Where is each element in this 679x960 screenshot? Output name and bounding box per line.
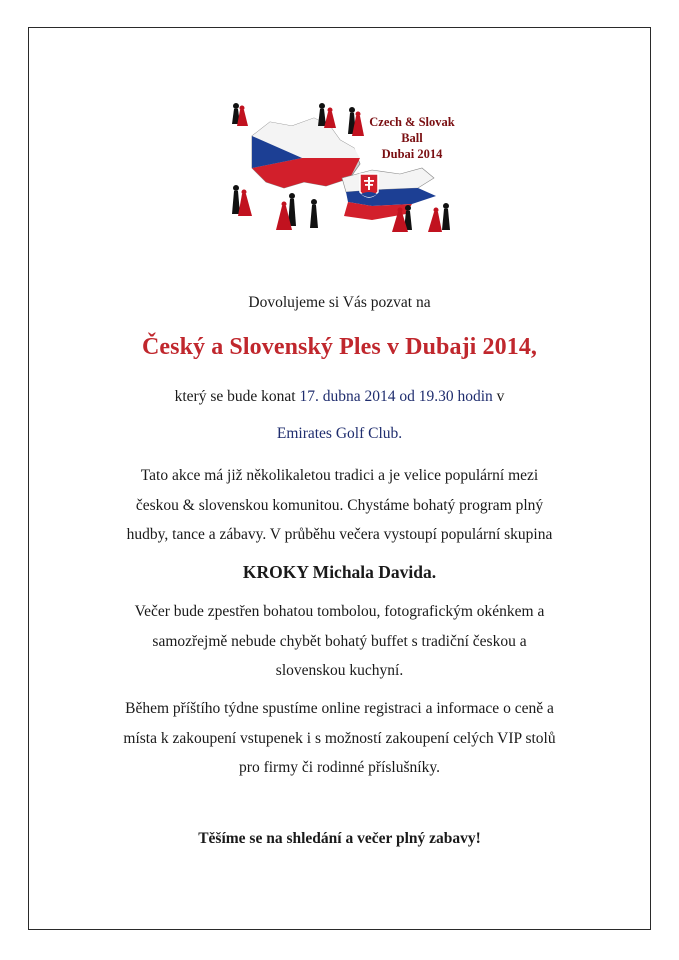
when-suffix: v bbox=[492, 388, 505, 405]
slovak-coat-of-arms bbox=[360, 174, 378, 197]
band-name: KROKY Michala Davida. bbox=[242, 562, 437, 582]
event-title: Český a Slovenský Ples v Dubaji 2014, bbox=[141, 334, 538, 360]
paragraph-tradition bbox=[60, 461, 619, 550]
event-venue: Emirates Golf Club. bbox=[276, 425, 403, 442]
when-prefix: který se bude konat bbox=[174, 388, 300, 405]
closing-text: Těšíme se na shledání a večer plný zabavy! bbox=[198, 830, 481, 847]
event-date-time: 17. dubna 2014 od 19.30 hodin bbox=[299, 388, 493, 405]
paragraph-line: českou & slovenskou komunitou. Chystáme bohatý program plný bbox=[135, 496, 544, 514]
paragraph-line: samozřejmě nebude chybět bohatý buffet s tradiční českou a bbox=[152, 632, 527, 650]
slovakia-flag-white bbox=[342, 168, 434, 192]
paragraph-registration bbox=[60, 694, 619, 783]
intro-text: Dovolujeme si Vás pozvat na bbox=[248, 294, 431, 311]
paragraph-line: místa k zakoupení vstupenek i s možností zakoupení celých VIP stolů bbox=[123, 729, 556, 747]
paragraph-line: Večer bude zpestřen bohatou tombolou, fotografickým okénkem a bbox=[134, 603, 545, 620]
logo-text-line3: Dubai 2014 bbox=[381, 147, 443, 161]
paragraph-line: Tato akce má již několikaletou tradici a je velice populární mezi bbox=[140, 467, 539, 484]
logo-text-line2: Ball bbox=[401, 131, 423, 145]
paragraph-program bbox=[60, 597, 619, 686]
event-when bbox=[28, 388, 651, 406]
ball-logo bbox=[222, 96, 460, 238]
paragraph-line: hudby, tance a zábavy. V průběhu večera vystoupí populární skupina bbox=[126, 526, 553, 543]
paragraph-line: slovenskou kuchyní. bbox=[275, 662, 404, 679]
logo-text-line1: Czech & Slovak bbox=[369, 115, 455, 129]
paragraph-line: Během příštího týdne spustíme online registraci a informace o ceně a bbox=[125, 700, 554, 717]
paragraph-line: pro firmy či rodinné příslušníky. bbox=[239, 759, 440, 776]
